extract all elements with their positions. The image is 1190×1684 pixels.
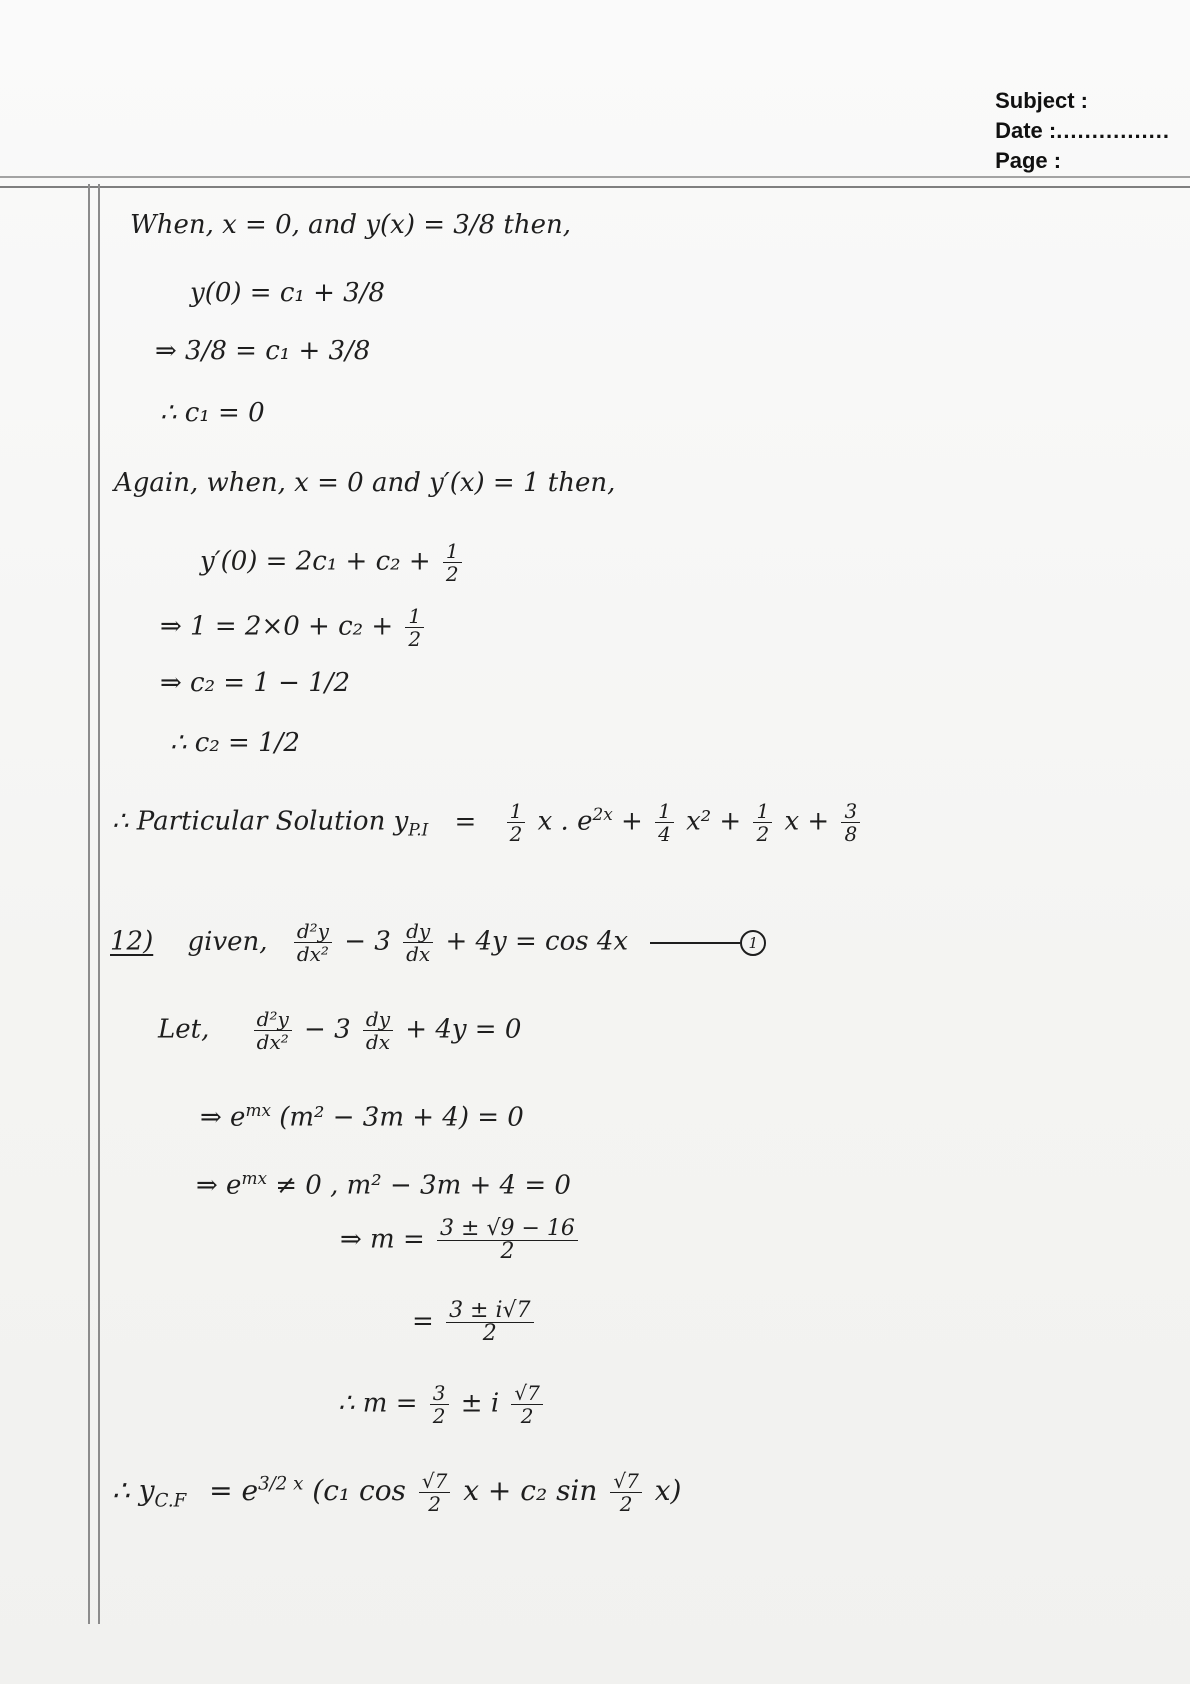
plus-sign: + <box>719 806 742 837</box>
line-substitution-2 <box>160 605 428 650</box>
roots-result-lhs: ∴ m = <box>338 1388 418 1419</box>
let-equation-tail: + 4y = 0 <box>405 1014 522 1045</box>
page-label: Page : <box>995 148 1062 173</box>
line-c2-result: ∴ c₂ = 1/2 <box>170 728 300 758</box>
fraction-den: 4 <box>658 822 671 846</box>
aux-2-prefix: ⇒ e <box>196 1170 242 1201</box>
fraction-den: dx² <box>296 942 329 966</box>
fraction-num: 3 <box>430 1382 449 1405</box>
fraction-den: 2 <box>408 627 422 651</box>
line-c2-step: ⇒ c₂ = 1 − 1/2 <box>160 668 351 698</box>
cf-exponent: 3/2 x <box>258 1473 304 1495</box>
aux-2-tail: ≠ 0 , m² − 3m + 4 = 0 <box>275 1170 571 1201</box>
given-label: given, <box>187 926 268 957</box>
line-initial-condition-2: Again, when, x = 0 and y′(x) = 1 then, <box>114 468 616 498</box>
fraction-root7-over-2 <box>511 1382 542 1427</box>
fraction-num: dy <box>363 1008 393 1031</box>
line-y0-equation: y(0) = c₁ + 3/8 <box>190 278 385 308</box>
fraction-num: dy <box>403 920 433 943</box>
substitution-2-lhs: ⇒ 1 = 2×0 + c₂ + <box>160 611 394 642</box>
line-question-12 <box>110 920 766 965</box>
particular-subscript: P.I <box>408 819 429 840</box>
cf-part-2: x + c₂ sin <box>463 1474 598 1507</box>
fraction-num: d²y <box>254 1008 292 1031</box>
plus-minus-i: ± i <box>460 1388 500 1419</box>
line-complementary-function <box>112 1470 681 1515</box>
fraction-den: 2 <box>445 562 459 586</box>
fraction-dy-dx <box>403 920 433 965</box>
term-x: x <box>784 806 800 837</box>
fraction-half <box>507 800 526 845</box>
date-dots: ................ <box>1056 118 1170 143</box>
line-let-homogeneous <box>158 1008 521 1053</box>
aux-1-prefix: ⇒ e <box>200 1102 246 1133</box>
fraction-root7-over-2 <box>610 1470 641 1515</box>
plus-sign: + <box>621 806 643 837</box>
let-label: Let, <box>158 1014 210 1045</box>
fraction-quadratic <box>437 1218 578 1263</box>
fraction-num: 3 ± i√7 <box>446 1300 533 1323</box>
fraction-three-halves <box>430 1382 449 1427</box>
fraction-num: d²y <box>294 920 332 943</box>
fraction-num: 1 <box>655 800 674 823</box>
fraction-num: √7 <box>419 1470 450 1493</box>
cf-part-1: (c₁ cos <box>312 1474 406 1507</box>
fraction-d2y-dx2 <box>254 1008 292 1053</box>
cf-equals-e: = e <box>209 1474 259 1507</box>
equation-tail: + 4y = cos 4x <box>445 926 629 957</box>
minus-three: − 3 <box>304 1014 351 1045</box>
fraction-d2y-dx2 <box>294 920 332 965</box>
line-initial-condition-1: When, x = 0, and y(x) = 3/8 then, <box>130 210 571 240</box>
line-c1-result: ∴ c₁ = 0 <box>160 398 265 428</box>
exp-power: 2x <box>592 803 613 824</box>
fraction-den: dx² <box>256 1030 289 1054</box>
fraction-three-eighths <box>841 800 860 845</box>
line-complex-roots <box>412 1300 538 1345</box>
fraction-half <box>753 800 772 845</box>
date-label: Date : <box>995 118 1057 143</box>
cf-lhs: ∴ y <box>112 1474 155 1507</box>
line-auxiliary-2 <box>196 1168 571 1201</box>
term-x-exp: x . e <box>537 806 593 837</box>
cf-subscript: C.F <box>154 1490 187 1512</box>
fraction-den: 2 <box>428 1492 441 1516</box>
subject-label: Subject : <box>995 88 1088 113</box>
line-roots-result <box>338 1382 547 1427</box>
fraction-half <box>443 540 462 585</box>
fraction-num: √7 <box>610 1470 641 1493</box>
fraction-num: √7 <box>511 1382 542 1405</box>
fraction-num: 1 <box>507 800 526 823</box>
aux-1-power: mx <box>245 1100 271 1120</box>
line-particular-solution <box>112 800 864 845</box>
fraction-den: 2 <box>482 1321 497 1346</box>
equation-number-circle: 1 <box>740 930 766 956</box>
line-substitution-1: ⇒ 3/8 = c₁ + 3/8 <box>155 336 371 366</box>
fraction-den: 8 <box>844 822 858 846</box>
question-number: 12) <box>110 926 154 957</box>
fraction-num: 3 ± √9 − 16 <box>437 1218 578 1241</box>
equals-sign: = <box>454 806 477 837</box>
minus-three: − 3 <box>344 926 391 957</box>
fraction-den: 2 <box>520 1404 534 1428</box>
fraction-root7-over-2 <box>419 1470 450 1515</box>
plus-sign: + <box>807 806 830 837</box>
fraction-den: 2 <box>619 1492 633 1516</box>
fraction-quarter <box>655 800 674 845</box>
fraction-den: dx <box>365 1030 390 1054</box>
fraction-complex <box>446 1300 533 1345</box>
reference-line <box>650 942 740 944</box>
cf-part-3: x) <box>654 1474 682 1507</box>
fraction-den: 2 <box>432 1404 446 1428</box>
particular-solution-label: ∴ Particular Solution y <box>112 806 409 837</box>
fraction-num: 1 <box>405 605 424 628</box>
fraction-den: dx <box>406 942 431 966</box>
complex-roots-lhs: = <box>412 1306 434 1337</box>
line-y-prime-0 <box>200 540 466 585</box>
fraction-den: 2 <box>509 822 523 846</box>
fraction-num: 3 <box>841 800 860 823</box>
fraction-den: 2 <box>500 1239 515 1264</box>
line-auxiliary-1 <box>200 1100 524 1133</box>
fraction-dy-dx <box>363 1008 393 1053</box>
aux-1-tail: (m² − 3m + 4) = 0 <box>279 1102 524 1133</box>
aux-2-power: mx <box>241 1168 267 1188</box>
fraction-half <box>405 605 424 650</box>
quadratic-lhs: ⇒ m = <box>340 1224 425 1255</box>
fraction-num: 1 <box>753 800 772 823</box>
fraction-num: 1 <box>443 540 462 563</box>
line-quadratic-formula <box>340 1218 582 1263</box>
fraction-den: 2 <box>756 822 770 846</box>
term-x-squared: x² <box>686 806 712 837</box>
y-prime-0-lhs: y′(0) = 2c₁ + c₂ + <box>200 546 431 577</box>
